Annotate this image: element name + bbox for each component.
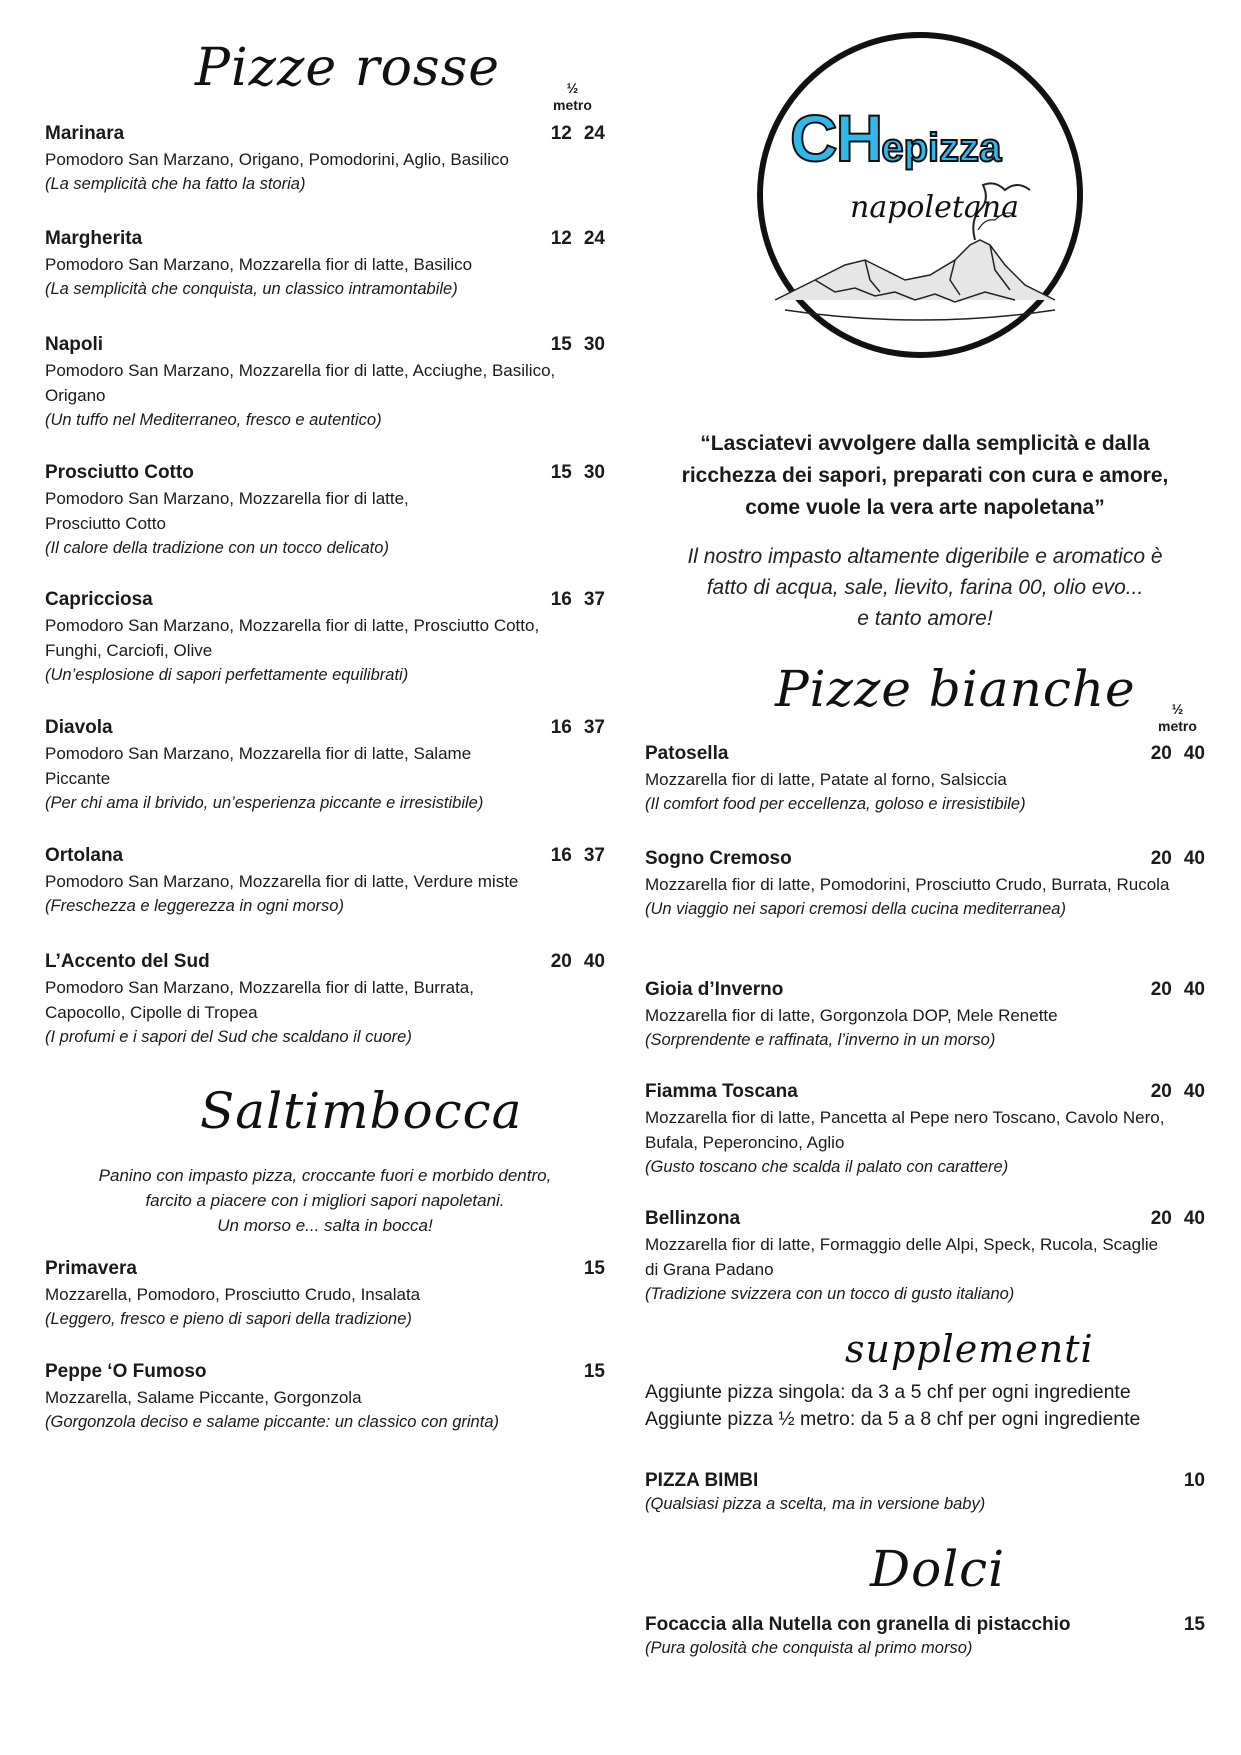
item-tagline: (Freschezza e leggerezza in ogni morso) bbox=[45, 897, 344, 915]
menu-item-napoli: Napoli 15 30 Pomodoro San Marzano, Mozzarella fior di latte, Acciughe, Basilico, Origano (Un tuffo nel Mediterraneo, fresco e autentico) bbox=[45, 334, 605, 432]
item-description: Pomodoro San Marzano, Mozzarella fior di latte, Burrata, Capocollo, Cipolle di Tropea bbox=[45, 978, 474, 1022]
item-description: Mozzarella, Pomodoro, Prosciutto Crudo, Insalata bbox=[45, 1285, 421, 1304]
menu-item-gioia-d-inverno: Gioia d’Inverno 20 40 Mozzarella fior di latte, Gorgonzola DOP, Mele Renette (Sorprendente e raffinata, l’inverno in un morso) bbox=[645, 979, 1205, 1052]
item-tagline: (Pura golosità che conquista al primo morso) bbox=[645, 1639, 973, 1657]
menu-item-pizza-bimbi: PIZZA BIMBI 10 (Qualsiasi pizza a scelta, ma in versione baby) bbox=[645, 1470, 1205, 1516]
item-tagline: (Gusto toscano che scalda il palato con carattere) bbox=[645, 1158, 1009, 1176]
menu-item-marinara: Marinara 12 24 Pomodoro San Marzano, Origano, Pomodorini, Aglio, Basilico (La semplicità che ha fatto la storia) bbox=[45, 123, 605, 196]
item-description: Pomodoro San Marzano, Mozzarella fior di latte, Prosciutto Cotto, Funghi, Carciofi, Olive bbox=[45, 616, 540, 660]
item-tagline: (Sorprendente e raffinata, l’inverno in un morso) bbox=[645, 1031, 996, 1049]
item-tagline: (Per chi ama il brivido, un’esperienza piccante e irresistibile) bbox=[45, 794, 484, 812]
item-prices: 20 40 bbox=[1150, 1208, 1205, 1229]
menu-item-prosciutto-cotto: Prosciutto Cotto 15 30 Pomodoro San Marzano, Mozzarella fior di latte, Prosciutto Cotto (Il calore della tradizione con un tocco delicato) bbox=[45, 462, 605, 560]
item-prices: 12 24 bbox=[550, 123, 605, 144]
item-prices: 20 40 bbox=[1150, 848, 1205, 869]
item-tagline: (Gorgonzola deciso e salame piccante: un classico con grinta) bbox=[45, 1413, 499, 1431]
item-prices: 20 40 bbox=[1150, 979, 1205, 1000]
dough-description: Il nostro impasto altamente digeribile e aromatico è fatto di acqua, sale, lievito, farina 00, olio evo... e tanto amore! bbox=[687, 545, 1163, 630]
item-tagline: (Il comfort food per eccellenza, goloso e irresistibile) bbox=[645, 795, 1026, 813]
item-description: Pomodoro San Marzano, Origano, Pomodorini, Aglio, Basilico bbox=[45, 150, 509, 169]
supplement-half-metro: Aggiunte pizza ½ metro: da 5 a 8 chf per ogni ingrediente bbox=[645, 1408, 1141, 1430]
saltimbocca-intro: Panino con impasto pizza, croccante fuori e morbido dentro, farcito a piacere con i migliori sapori napoletani. Un morso e... salta in bocca! bbox=[98, 1166, 552, 1235]
menu-item-accento-del-sud: L’Accento del Sud 20 40 Pomodoro San Marzano, Mozzarella fior di latte, Burrata, Capocollo, Cipolle di Tropea (I profumi e i sapori del Sud che scaldano il cuore) bbox=[45, 951, 605, 1049]
item-description: Pomodoro San Marzano, Mozzarella fior di latte, Acciughe, Basilico, Origano bbox=[45, 361, 556, 405]
item-tagline: (I profumi e i sapori del Sud che scaldano il cuore) bbox=[45, 1028, 412, 1046]
dolci-title: Dolci bbox=[870, 1540, 1006, 1598]
menu-item-fiamma-toscana: Fiamma Toscana 20 40 Mozzarella fior di latte, Pancetta al Pepe nero Toscano, Cavolo Nero, Bufala, Peperoncino, Aglio (Gusto toscano che scalda il palato con carattere) bbox=[645, 1081, 1205, 1179]
item-description: Mozzarella fior di latte, Patate al forno, Salsiccia bbox=[645, 770, 1007, 789]
item-prices: 20 40 bbox=[1150, 743, 1205, 764]
item-price: 15 bbox=[583, 1258, 605, 1279]
menu-item-ortolana: Ortolana 16 37 Pomodoro San Marzano, Mozzarella fior di latte, Verdure miste (Freschezza e leggerezza in ogni morso) bbox=[45, 845, 605, 918]
item-price: 15 bbox=[1183, 1614, 1205, 1635]
item-price: 15 bbox=[583, 1361, 605, 1382]
menu-item-primavera: Primavera 15 Mozzarella, Pomodoro, Prosciutto Crudo, Insalata (Leggero, fresco e pieno di sapori della tradizione) bbox=[45, 1258, 605, 1331]
item-tagline: (Un’esplosione di sapori perfettamente equilibrati) bbox=[45, 666, 409, 684]
item-prices: 20 40 bbox=[1150, 1081, 1205, 1102]
item-description: Pomodoro San Marzano, Mozzarella fior di latte, Salame Piccante bbox=[45, 744, 472, 788]
item-description: Mozzarella fior di latte, Gorgonzola DOP, Mele Renette bbox=[645, 1006, 1058, 1025]
item-tagline: (La semplicità che conquista, un classico intramontabile) bbox=[45, 280, 458, 298]
item-description: Pomodoro San Marzano, Mozzarella fior di latte, Verdure miste bbox=[45, 872, 519, 891]
item-description: Mozzarella fior di latte, Pomodorini, Prosciutto Crudo, Burrata, Rucola bbox=[645, 875, 1170, 894]
item-prices: 16 37 bbox=[550, 845, 605, 866]
menu-item-diavola: Diavola 16 37 Pomodoro San Marzano, Mozzarella fior di latte, Salame Piccante (Per chi ama il brivido, un’esperienza piccante e irresistibile) bbox=[45, 717, 605, 815]
supplement-single: Aggiunte pizza singola: da 3 a 5 chf per ogni ingrediente bbox=[645, 1381, 1131, 1403]
item-description: Pomodoro San Marzano, Mozzarella fior di latte, Basilico bbox=[45, 255, 473, 274]
item-description: Mozzarella fior di latte, Pancetta al Pepe nero Toscano, Cavolo Nero, Bufala, Peperoncino, Aglio bbox=[645, 1108, 1165, 1152]
item-tagline: (Qualsiasi pizza a scelta, ma in versione baby) bbox=[645, 1495, 986, 1513]
item-prices: 16 37 bbox=[550, 589, 605, 610]
item-tagline: (La semplicità che ha fatto la storia) bbox=[45, 175, 306, 193]
item-tagline: (Un viaggio nei sapori cremosi della cucina mediterranea) bbox=[645, 900, 1066, 918]
supplementi-title: supplementi bbox=[845, 1327, 1094, 1371]
logo-subtitle: napoletana bbox=[850, 190, 1019, 225]
brand-quote: “Lasciatevi avvolgere dalla semplicità e dalla ricchezza dei sapori, preparati con cura e amore, come vuole la vera arte napoletana” bbox=[681, 432, 1169, 519]
item-tagline: (Leggero, fresco e pieno di sapori della tradizione) bbox=[45, 1310, 412, 1328]
item-tagline: (Un tuffo nel Mediterraneo, fresco e autentico) bbox=[45, 411, 382, 429]
item-prices: 15 30 bbox=[550, 334, 605, 355]
item-prices: 12 24 bbox=[550, 228, 605, 249]
menu-item-bellinzona: Bellinzona 20 40 Mozzarella fior di latte, Formaggio delle Alpi, Speck, Rucola, Scaglie di Grana Padano (Tradizione svizzera con un tocco di gusto italiano) bbox=[645, 1208, 1205, 1306]
item-price: 10 bbox=[1183, 1470, 1205, 1491]
item-description: Mozzarella fior di latte, Formaggio delle Alpi, Speck, Rucola, Scaglie di Grana Padano bbox=[645, 1235, 1159, 1279]
item-tagline: (Il calore della tradizione con un tocco delicato) bbox=[45, 539, 389, 557]
menu-item-capricciosa: Capricciosa 16 37 Pomodoro San Marzano, Mozzarella fior di latte, Prosciutto Cotto, Funghi, Carciofi, Olive (Un’esplosione di sapori perfettamente equilibrati) bbox=[45, 589, 605, 687]
item-prices: 20 40 bbox=[550, 951, 605, 972]
pizze-bianche-title: Pizze bianche bbox=[775, 660, 1136, 718]
item-tagline: (Tradizione svizzera con un tocco di gusto italiano) bbox=[645, 1285, 1015, 1303]
saltimbocca-title: Saltimbocca bbox=[200, 1082, 523, 1140]
item-description: Pomodoro San Marzano, Mozzarella fior di latte, Prosciutto Cotto bbox=[45, 489, 409, 533]
pizze-rosse-title: Pizze rosse bbox=[195, 38, 501, 98]
menu-item-patosella: Patosella 20 40 Mozzarella fior di latte, Patate al forno, Salsiccia (Il comfort food per eccellenza, goloso e irresistibile) bbox=[645, 743, 1205, 816]
menu-item-focaccia-nutella: Focaccia alla Nutella con granella di pistacchio 15 (Pura golosità che conquista al primo morso) bbox=[645, 1614, 1205, 1660]
half-metro-header: ½ metro bbox=[553, 80, 592, 113]
half-metro-header: ½ metro bbox=[1158, 701, 1197, 734]
menu-item-peppe-o-fumoso: Peppe ‘O Fumoso 15 Mozzarella, Salame Piccante, Gorgonzola (Gorgonzola deciso e salame piccante: un classico con grinta) bbox=[45, 1361, 605, 1434]
item-prices: 15 30 bbox=[550, 462, 605, 483]
logo-wordmark: CHepizza bbox=[790, 101, 1002, 175]
menu-item-margherita: Margherita 12 24 Pomodoro San Marzano, Mozzarella fior di latte, Basilico (La semplicità che conquista, un classico intramontabile) bbox=[45, 228, 605, 301]
menu-item-sogno-cremoso: Sogno Cremoso 20 40 Mozzarella fior di latte, Pomodorini, Prosciutto Crudo, Burrata, Rucola (Un viaggio nei sapori cremosi della cucina mediterranea) bbox=[645, 848, 1205, 921]
item-prices: 16 37 bbox=[550, 717, 605, 738]
item-description: Mozzarella, Salame Piccante, Gorgonzola bbox=[45, 1388, 362, 1407]
